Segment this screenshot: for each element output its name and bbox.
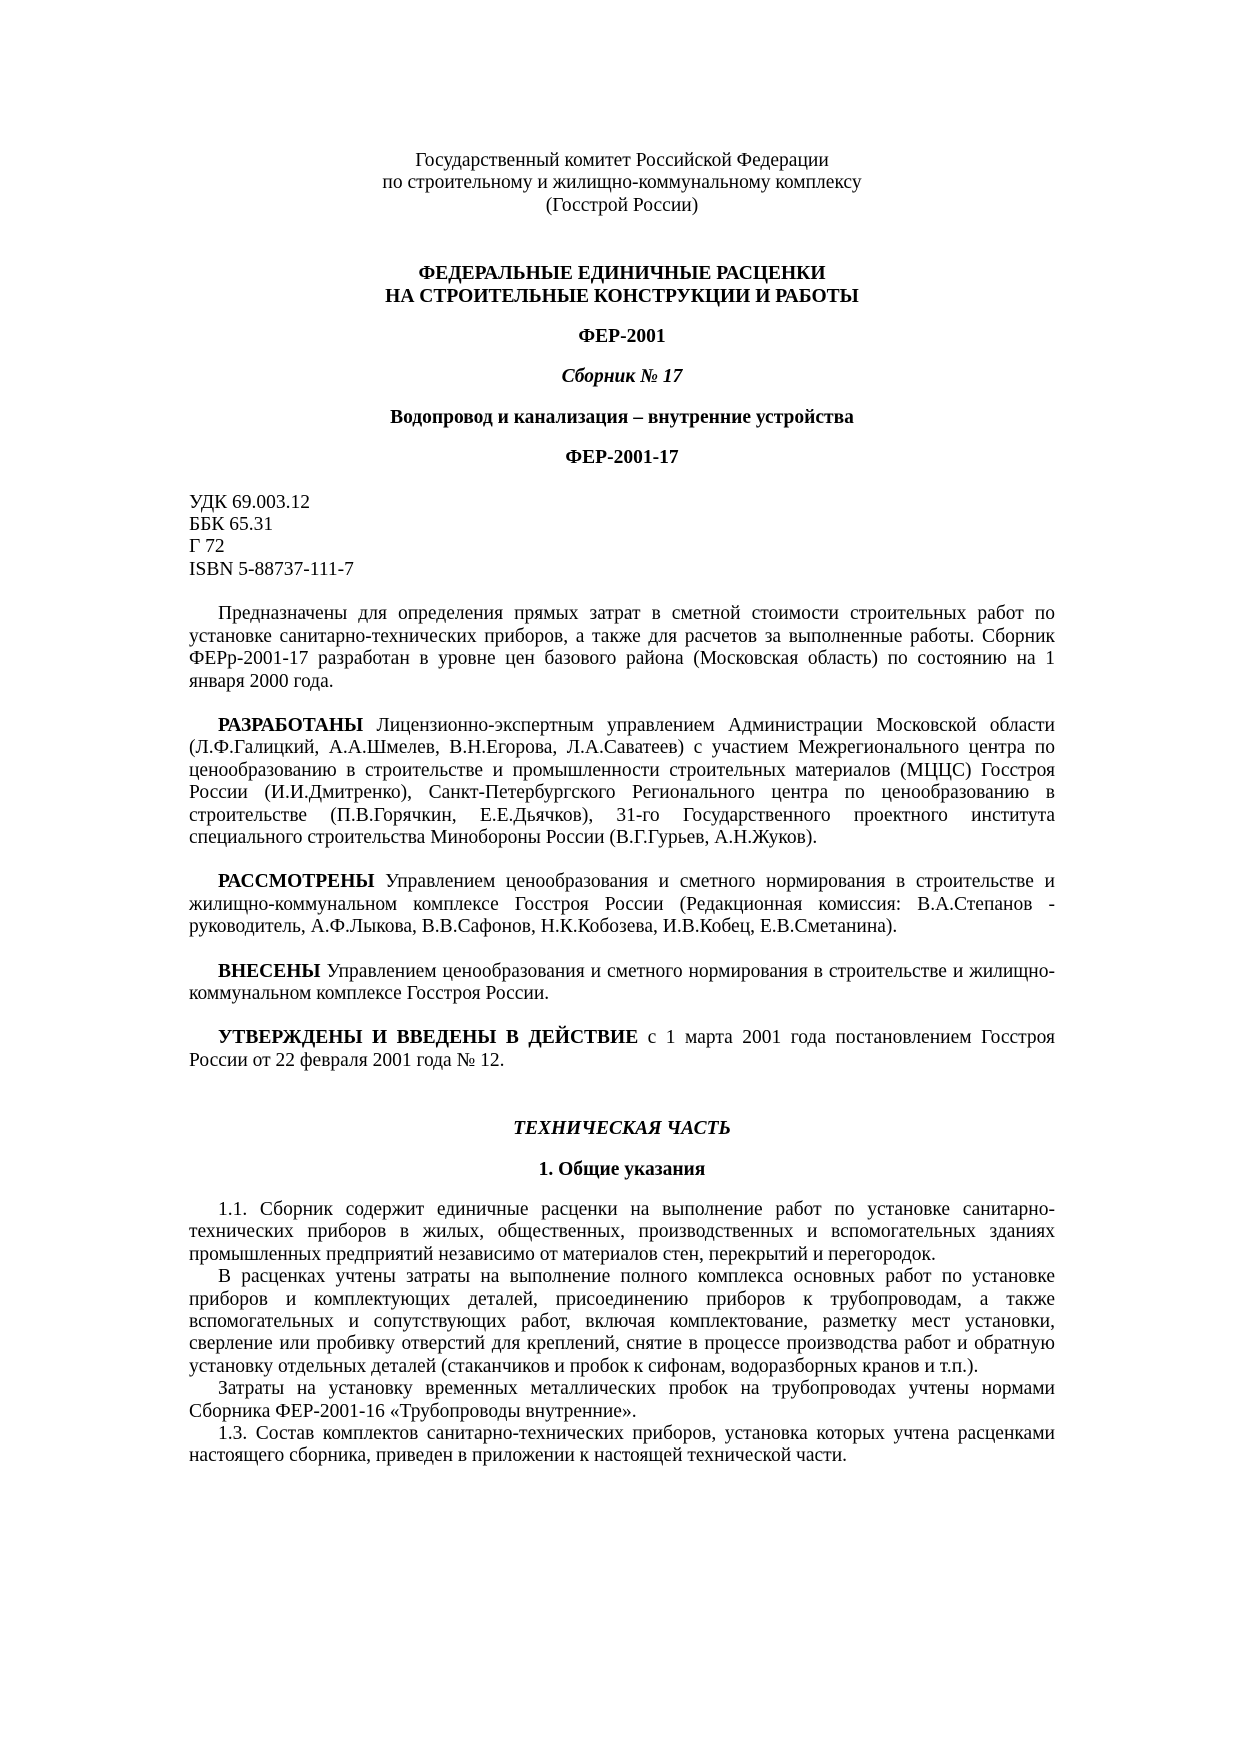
approved-label: УТВЕРЖДЕНЫ И ВВЕДЕНЫ В ДЕЙСТВИЕ bbox=[218, 1027, 639, 1049]
approved-paragraph bbox=[189, 1027, 1055, 1072]
catalog-isbn: ISBN 5-88737-111-7 bbox=[189, 558, 354, 580]
developed-label: РАЗРАБОТАНЫ bbox=[218, 714, 364, 736]
catalog-block bbox=[189, 492, 1055, 582]
developed-paragraph bbox=[189, 715, 1055, 849]
purpose-paragraph: Предназначены для определения прямых затрат в сметной стоимости строительных работ по установке санитарно-технических приборов, а также для расчетов за выполненные работы. Сборник ФЕРр-2001-17 разработан в уровне цен базового района (Московская область) по состоянию на 1 января 2000 года. bbox=[189, 603, 1055, 692]
clause-plugs: Затраты на установку временных металлических пробок на трубопроводах учтены нормами Сборника ФЕР-2001-16 «Трубопроводы внутренние». bbox=[189, 1378, 1055, 1422]
clause-costs: В расценках учтены затраты на выполнение полного комплекса основных работ по установке приборов и комплектующих деталей, присоединению приборов к трубопроводам, а также вспомогательных и сопутствующих работ, включая комплектование, разметку мест установки, сверление или пробивку отверстий для креплений, снятие в процессе производства работ и обратную установку отдельных деталей (стаканчиков и пробок к сифонам, водоразборных кранов и т.п.). bbox=[189, 1266, 1055, 1377]
document-code-full: ФЕР-2001-17 bbox=[565, 447, 679, 469]
header-line-2: по строительному и жилищно-коммунальному комплексу bbox=[382, 172, 862, 194]
title-line-2: НА СТРОИТЕЛЬНЫЕ КОНСТРУКЦИИ И РАБОТЫ bbox=[385, 285, 859, 307]
approved-text: с 1 марта 2001 года постановлением Госстроя России от 22 февраля 2001 года № 12. bbox=[189, 1027, 1055, 1071]
catalog-udk: УДК 69.003.12 bbox=[189, 491, 311, 513]
collection-subject: Водопровод и канализация – внутренние устройства bbox=[390, 406, 854, 428]
catalog-bbk: ББК 65.31 bbox=[189, 514, 274, 536]
submitted-text: Управлением ценообразования и сметного нормирования в строительстве и жилищно-коммунальном комплексе Госстроя России. bbox=[189, 960, 1055, 1004]
section-1-heading: 1. Общие указания bbox=[538, 1158, 706, 1180]
document-title bbox=[189, 263, 1055, 308]
clause-1-3: 1.3. Состав комплектов санитарно-технических приборов, установка которых учтена расценками настоящего сборника, приведен в приложении к настоящей технической части. bbox=[189, 1423, 1055, 1467]
submitted-paragraph bbox=[189, 961, 1055, 1006]
reviewed-text: Управлением ценообразования и сметного нормирования в строительстве и жилищно-коммунальном комплексе Госстроя России (Редакционная комиссия: В.А.Степанов - руководитель, А.Ф.Лыкова, В.В.Сафонов, Н.К.Кобозева, И.В.Кобец, Е.В.Сметанина). bbox=[189, 871, 1055, 938]
catalog-g: Г 72 bbox=[189, 536, 225, 558]
reviewed-paragraph bbox=[189, 871, 1055, 938]
clause-1-1: 1.1. Сборник содержит единичные расценки на выполнение работ по установке санитарно-технических приборов в жилых, общественных, производственных и вспомогательных зданиях промышленных предприятий независимо от материалов стен, перекрытий и перегородок. bbox=[189, 1199, 1055, 1265]
submitted-label: ВНЕСЕНЫ bbox=[218, 960, 321, 982]
collection-number: Сборник № 17 bbox=[561, 366, 683, 388]
header-block bbox=[189, 150, 1055, 217]
technical-part-heading: ТЕХНИЧЕСКАЯ ЧАСТЬ bbox=[513, 1118, 731, 1140]
header-line-3: (Госстрой России) bbox=[545, 194, 699, 216]
developed-text: Лицензионно-экспертным управлением Администрации Московской области (Л.Ф.Галицкий, А.А.Шмелев, В.Н.Егорова, Л.А.Саватеев) с участием Межрегионального центра по ценообразованию в строительстве и промышленности строительных материалов (МЦЦС) Госстроя России (И.И.Дмитренко), Санкт-Петербургского Регионального центра по ценообразованию в строительстве (П.В.Горячкин, Е.Е.Дьячков), 31-го Государственного проектного института специального строительства Минобороны России (В.Г.Гурьев, А.Н.Жуков). bbox=[189, 714, 1055, 848]
document-page bbox=[189, 150, 1055, 1468]
header-line-1: Государственный комитет Российской Федерации bbox=[415, 150, 829, 171]
reviewed-label: РАССМОТРЕНЫ bbox=[218, 871, 375, 893]
document-code: ФЕР-2001 bbox=[578, 326, 666, 348]
title-line-1: ФЕДЕРАЛЬНЫЕ ЕДИНИЧНЫЕ РАСЦЕНКИ bbox=[418, 263, 826, 285]
